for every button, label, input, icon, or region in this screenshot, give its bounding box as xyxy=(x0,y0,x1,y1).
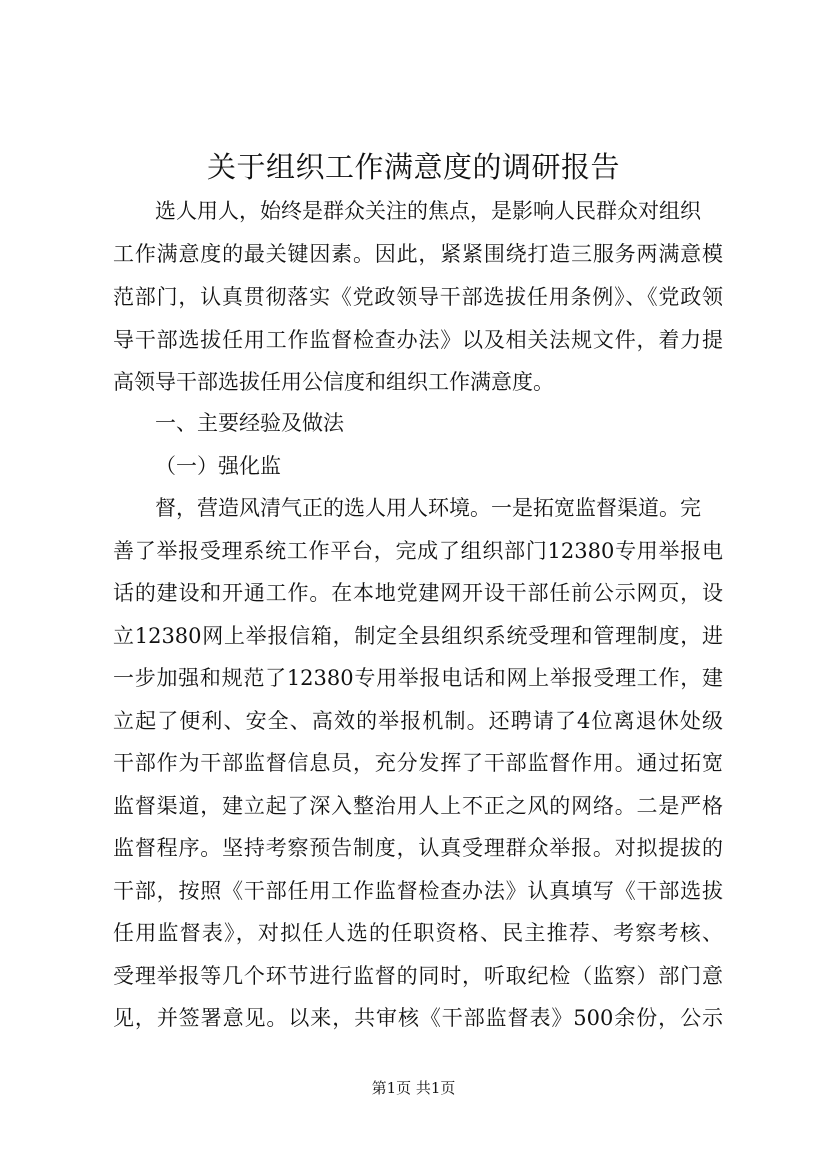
paragraph-line: 善了举报受理系统工作平台，完成了组织部门12380专用举报电 xyxy=(113,539,723,563)
paragraph-line: 干部，按照《干部任用工作监督检查办法》认真填写《干部选拔 xyxy=(113,879,723,903)
paragraph-line: 高领导干部选拔任用公信度和组织工作满意度。 xyxy=(113,370,554,394)
paragraph-line: 话的建设和开通工作。在本地党建网开设干部任前公示网页，设 xyxy=(113,581,723,605)
paragraph-line: 任用监督表》，对拟任人选的任职资格、民主推荐、考察考核、 xyxy=(113,921,723,945)
section-heading: 一、主要经验及做法 xyxy=(155,411,344,435)
paragraph-line: 选人用人，始终是群众关注的焦点，是影响人民群众对组织 xyxy=(155,199,701,223)
subsection-heading: （一）强化监 xyxy=(155,454,281,478)
paragraph-line: 立起了便利、安全、高效的举报机制。还聘请了4位离退休处级 xyxy=(113,709,723,733)
paragraph-line: 范部门，认真贯彻落实《党政领导干部选拔任用条例》、《党政领 xyxy=(113,285,723,309)
paragraph-line: 立12380网上举报信箱，制定全县组织系统受理和管理制度，进 xyxy=(113,624,723,648)
paragraph-line: 一步加强和规范了12380专用举报电话和网上举报受理工作，建 xyxy=(113,666,723,690)
paragraph-line: 见，并签署意见。以来，共审核《干部监督表》500余份，公示 xyxy=(113,1006,723,1030)
document-title: 关于组织工作满意度的调研报告 xyxy=(206,150,620,184)
paragraph-line: 导干部选拔任用工作监督检查办法》以及相关法规文件，着力提 xyxy=(113,328,723,352)
paragraph-line: 监督渠道，建立起了深入整治用人上不正之风的网络。二是严格 xyxy=(113,794,723,818)
paragraph-line: 受理举报等几个环节进行监督的同时，听取纪检（监察）部门意 xyxy=(113,964,723,988)
paragraph-line: 干部作为干部监督信息员，充分发挥了干部监督作用。通过拓宽 xyxy=(113,751,723,775)
paragraph-line: 工作满意度的最关键因素。因此，紧紧围绕打造三服务两满意模 xyxy=(113,242,723,266)
paragraph-line: 督，营造风清气正的选人用人环境。一是拓宽监督渠道。完 xyxy=(155,496,701,520)
page-footer: 第1页 共1页 xyxy=(371,1079,456,1097)
paragraph-line: 监督程序。坚持考察预告制度，认真受理群众举报。对拟提拔的 xyxy=(113,836,723,860)
